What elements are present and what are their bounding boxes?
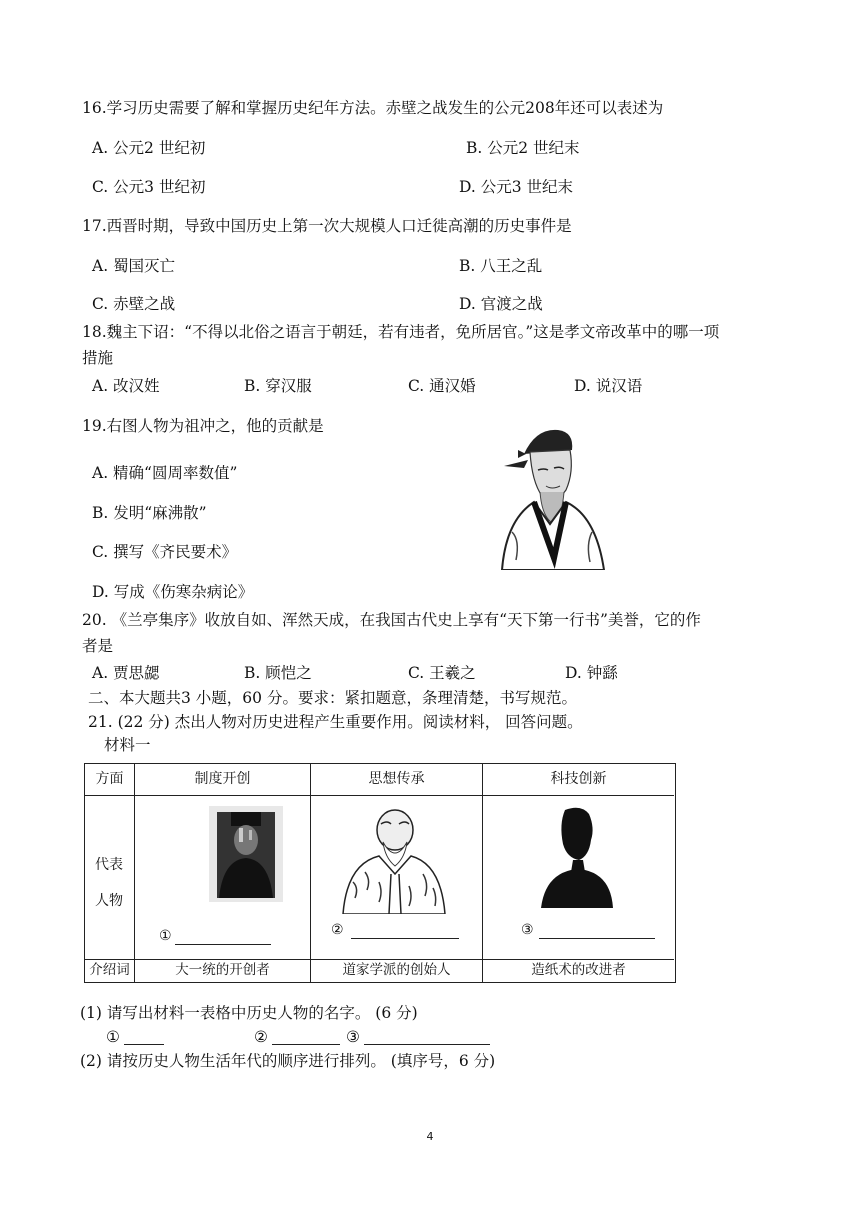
cai-lun-portrait: [539, 804, 615, 908]
table-footer-2: 道家学派的创始人: [311, 960, 483, 982]
material-table: [84, 763, 676, 983]
circle-3: ③: [521, 922, 534, 938]
qin-shihuang-portrait: [209, 806, 283, 902]
q17-stem: 17.西晋时期，导致中国历史上第一次大规模人口迁徙高潮的历史事件是: [82, 217, 572, 235]
q20-stem-line1: 20. 《兰亭集序》收放自如、浑然天成，在我国古代史上享有“天下第一行书”美誉，它的作: [82, 611, 701, 629]
q17-option-c: C. 赤壁之战: [92, 295, 176, 313]
q16-stem: 16.学习历史需要了解和掌握历史纪年方法。赤壁之战发生的公元208年还可以表述为: [82, 99, 664, 117]
q16-option-d: D. 公元3 世纪末: [459, 178, 574, 196]
table-footer-3: 造纸术的改进者: [531, 962, 626, 978]
q17-option-d: D. 官渡之战: [459, 295, 543, 313]
material-label: 材料一: [104, 736, 151, 754]
laozi-portrait: [339, 802, 449, 914]
page-number: 4: [426, 1130, 434, 1143]
blank-1: [175, 926, 271, 945]
section2-heading: 二、本大题共3 小题，60 分。要求：紧扣题意，条理清楚，书写规范。: [88, 689, 577, 707]
q18-option-a: A. 改汉姓: [92, 377, 160, 395]
q18-stem-line2: 措施: [82, 349, 114, 367]
q19-option-b: B. 发明“麻沸散”: [92, 504, 207, 522]
q20-option-a: A. 贾思勰: [92, 664, 160, 682]
table-footer-label: 介绍词: [85, 960, 135, 982]
q21-sub1: (1) 请写出材料一表格中历史人物的名字。 (6 分): [80, 1004, 418, 1022]
q18-stem-line1: 18.魏主下诏：“不得以北俗之语言于朝廷，若有违者，免所居官。”这是孝文帝改革中的哪一项: [82, 323, 720, 341]
q17-option-b: B. 八王之乱: [459, 257, 543, 275]
row-label-line2: 人物: [95, 893, 123, 909]
q18-option-c: C. 通汉婚: [408, 377, 476, 395]
answer-mark-2: ②: [254, 1028, 268, 1046]
row-label-line1: 代表: [95, 857, 123, 873]
q20-option-c: C. 王羲之: [408, 664, 476, 682]
table-footer-1: 大一统的开创者: [135, 960, 311, 982]
q20-option-d: D. 钟繇: [565, 664, 618, 682]
blank-3: [539, 920, 655, 939]
table-col-3: 科技创新: [483, 764, 674, 796]
answer-mark-3: ③: [346, 1028, 360, 1046]
answer-blank-3[interactable]: [364, 1026, 490, 1045]
table-col-1: 制度开创: [135, 764, 311, 796]
zu-chongzhi-portrait: [496, 420, 608, 570]
table-cell-person-3: [483, 796, 674, 960]
q19-option-d: D. 写成《伤寒杂病论》: [92, 583, 254, 601]
q19-stem: 19.右图人物为祖冲之，他的贡献是: [82, 417, 324, 435]
q21-stem: 21. (22 分) 杰出人物对历史进程产生重要作用。阅读材料， 回答问题。: [88, 713, 583, 731]
q20-option-b: B. 顾恺之: [244, 664, 312, 682]
table-cell-person-2: [311, 796, 483, 960]
q18-option-b: B. 穿汉服: [244, 377, 312, 395]
q16-option-b: B. 公元2 世纪末: [466, 139, 580, 157]
answer-blank-1[interactable]: [124, 1026, 164, 1045]
table-row-label: [85, 796, 135, 960]
q16-option-a: A. 公元2 世纪初: [92, 139, 206, 157]
circle-2: ②: [331, 922, 344, 938]
circle-1: ①: [159, 928, 172, 944]
table-cell-person-1: [135, 796, 311, 960]
q17-option-a: A. 蜀国灭亡: [92, 257, 176, 275]
answer-mark-1: ①: [106, 1028, 120, 1046]
table-col-2: 思想传承: [311, 764, 483, 796]
q18-option-d: D. 说汉语: [574, 377, 643, 395]
q19-option-a: A. 精确“圆周率数值”: [92, 464, 238, 482]
answer-blank-2[interactable]: [272, 1026, 340, 1045]
blank-2: [351, 920, 459, 939]
q19-option-c: C. 撰写《齐民要术》: [92, 543, 238, 561]
q20-stem-line2: 者是: [82, 637, 114, 655]
q21-sub2: (2) 请按历史人物生活年代的顺序进行排列。 (填序号，6 分): [80, 1052, 496, 1070]
table-header-label: 方面: [85, 764, 135, 796]
q16-option-c: C. 公元3 世纪初: [92, 178, 206, 196]
